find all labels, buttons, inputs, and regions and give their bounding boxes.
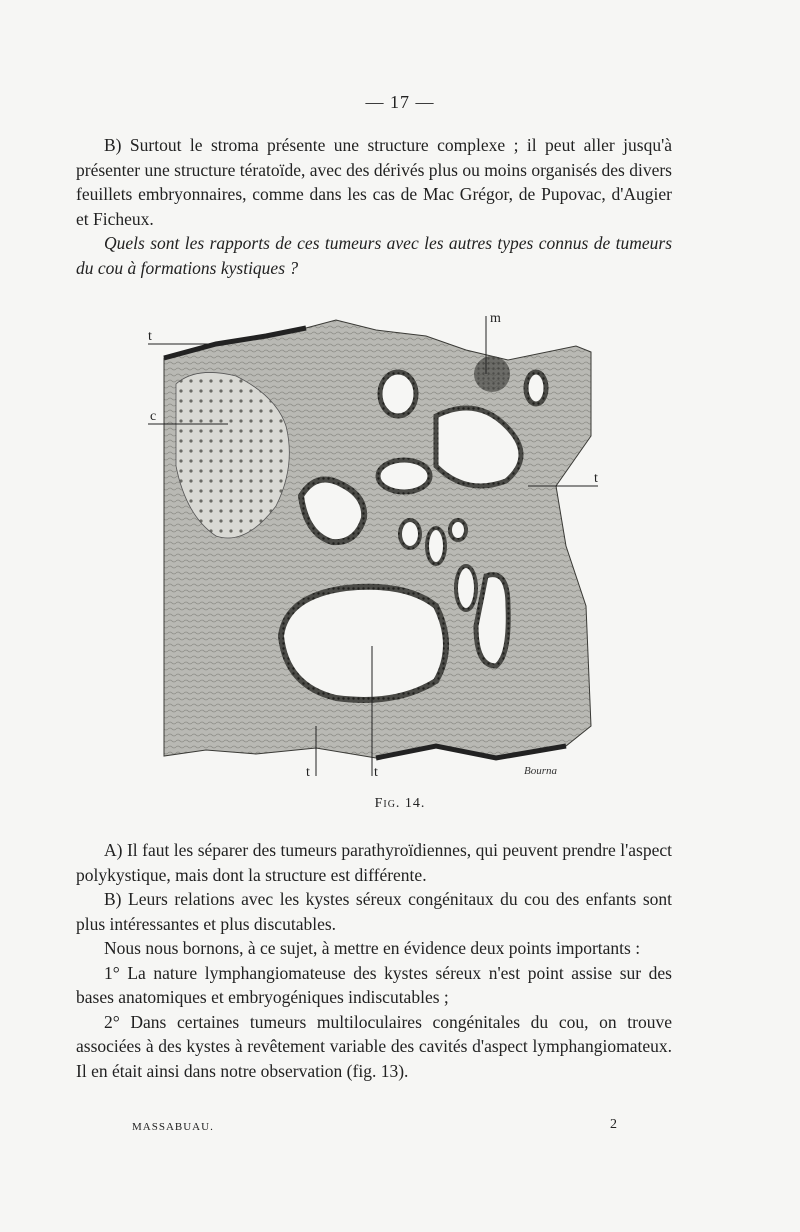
paragraph-point-1: 1° La nature lymphangiomateuse des kystes séreux n'est point assise sur des bases anatomiques et embryogéniques indiscutables ; bbox=[76, 962, 672, 1007]
gland-7 bbox=[456, 566, 476, 610]
gland-2 bbox=[526, 372, 546, 404]
label-t-bottom-2: t bbox=[374, 765, 378, 780]
top-text-block bbox=[76, 133, 672, 280]
footer-signature-mark: 2 bbox=[610, 1117, 617, 1132]
gland-6 bbox=[450, 520, 466, 540]
label-t-bottom-1: t bbox=[306, 765, 310, 780]
lymphoid-follicle bbox=[474, 356, 510, 392]
paragraph-a: A) Il faut les séparer des tumeurs parathyroïdiennes, qui peuvent prendre l'aspect polykystique, mais dont la structure est différente. bbox=[76, 840, 672, 885]
gland-3 bbox=[378, 460, 430, 492]
gland-5 bbox=[427, 528, 445, 564]
footer-author: MASSABUAU. bbox=[132, 1121, 214, 1133]
gland-1 bbox=[380, 372, 416, 416]
artist-signature: Bourna bbox=[524, 765, 557, 777]
paragraph-point-2: 2° Dans certaines tumeurs multiloculaires congénitales du cou, on trouve associées à des kystes à revêtement variable des cavités d'aspect lymphangiomateux. Il en était ainsi dans notre observation (fig. 13). bbox=[76, 1011, 672, 1081]
histology-illustration bbox=[136, 306, 606, 786]
bottom-text-block bbox=[76, 838, 672, 1083]
paragraph-b: B) Leurs relations avec les kystes séreux congénitaux du cou des enfants sont plus intéressantes et plus discutables. bbox=[76, 889, 672, 934]
figure-caption: Fig. 14. bbox=[374, 796, 426, 811]
paragraph-question: Quels sont les rapports de ces tumeurs avec les autres types connus de tumeurs du cou à formations kystiques ? bbox=[76, 233, 672, 278]
paragraph-nous: Nous nous bornons, à ce sujet, à mettre en évidence deux points importants : bbox=[104, 938, 641, 958]
histology-figure bbox=[136, 306, 606, 786]
label-t-top-left: t bbox=[148, 329, 152, 344]
label-c-left: c bbox=[150, 409, 157, 424]
large-cyst bbox=[281, 587, 446, 700]
label-t-right: t bbox=[594, 471, 598, 486]
paragraph-surtout: B) Surtout le stroma présente une structure complexe ; il peut aller jusqu'à présenter une structure tératoïde, avec des dérivés plus ou moins organisés des divers feuillets embryonnaires, comme dans les cas de Mac Grégor, de Pupovac, d'Augier et Ficheux. bbox=[76, 135, 672, 229]
label-m-top: m bbox=[490, 311, 501, 326]
gland-4 bbox=[400, 520, 420, 548]
page-number: — 17 — bbox=[365, 92, 435, 112]
